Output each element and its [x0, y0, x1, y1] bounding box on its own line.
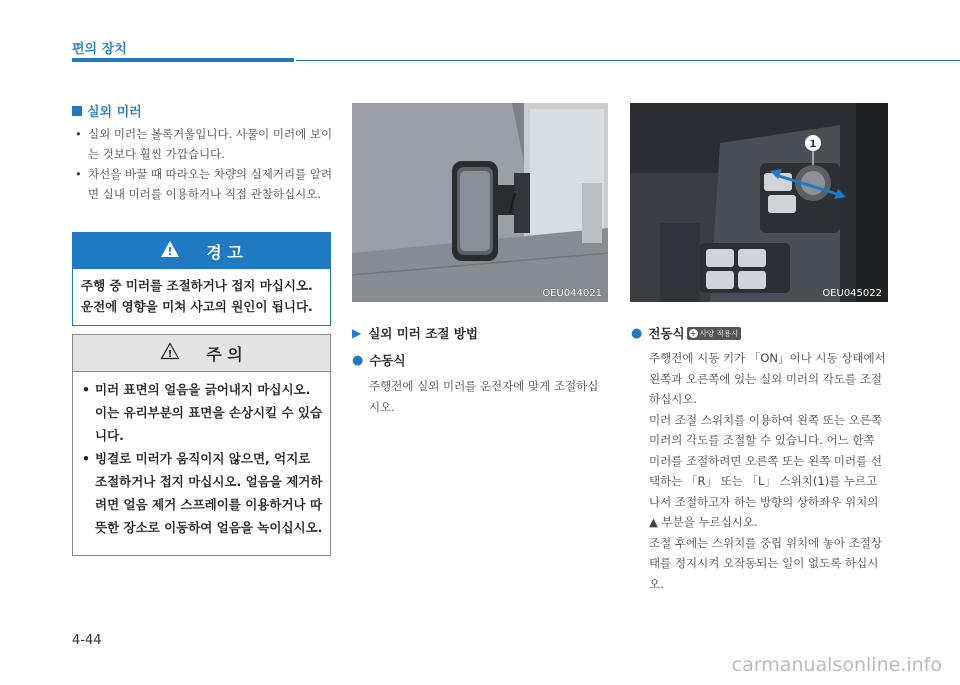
watermark: carmanualsonline.info	[731, 654, 942, 676]
header-rule	[296, 60, 960, 61]
adjust-method-title: 실외 미러 조절 방법	[368, 326, 478, 341]
warning-box	[72, 232, 331, 326]
warning-triangle-icon	[160, 240, 180, 262]
caution-item: • 빙결로 미러가 움직이지 않으면, 억지로 조절하거나 접지 마십시오. 얼음을 제거하려면 얼음 제거 스프레이를 이용하거나 따뜻한 장소로 이동하여 얼음을 녹이십시오.	[79, 447, 324, 539]
electric-paragraph: 주행전에 시동 키가 「ON」이나 시동 상태에서 왼쪽과 오른쪽에 있는 실외 미러의 각도를 조절하십시오.	[649, 351, 886, 406]
warning-text: 주행 중 미러를 조절하거나 접지 마십시오. 운전에 영향을 미쳐 사고의 원인이 됩니다.	[81, 278, 313, 314]
caution-heading: 주 의	[206, 344, 243, 364]
caution-list	[73, 372, 330, 539]
bullet-item: • 실외 미러는 볼록거울입니다. 사물이 미러에 보이는 것보다 훨씬 가깝습니다.	[72, 124, 342, 164]
header-rule-accent	[72, 58, 294, 62]
caution-triangle-icon	[160, 342, 180, 364]
adjust-method-heading	[352, 324, 478, 342]
section-bullets	[72, 124, 342, 204]
plus-icon: +	[689, 328, 697, 338]
caution-item: • 미러 표면의 얼음을 긁어내지 마십시오. 이는 유리부분의 표면을 손상시킬 수 있습니다.	[79, 378, 324, 447]
section-title-text: 실외 미러	[87, 105, 142, 120]
circle-bullet-icon: ●	[631, 325, 643, 341]
mirror-switch-photo	[630, 103, 888, 302]
image-code: OEU044021	[542, 288, 602, 299]
mirror-photo	[352, 103, 608, 302]
electric-title: 전동식	[648, 326, 685, 341]
square-bullet-icon	[72, 106, 82, 116]
mirror-switch-illustration	[630, 103, 888, 302]
exterior-mirror-illustration	[352, 103, 608, 302]
manual-title: 수동식	[369, 353, 406, 368]
electric-paragraph: 미러 조절 스위치를 이용하여 왼쪽 또는 오른쪽 미러의 각도를 조절할 수 있습니다. 어느 한쪽 미러를 조절하려면 오른쪽 또는 왼쪽 미러를 선택하는 「R」 또는 「L」 스위치(1)를 누르고 나서 조절하고자 하는 방향의 상하좌우 위치의 ▲ 부분을 누르십시오.	[649, 412, 883, 529]
electric-heading	[631, 324, 741, 342]
svg-text:!: !	[167, 245, 173, 258]
option-badge-label: 사양 적용시	[699, 328, 739, 338]
caution-header	[73, 335, 330, 372]
page-number: 4-44	[72, 633, 102, 648]
warning-header	[73, 233, 330, 269]
triangle-right-icon: ▶	[352, 326, 362, 340]
chapter-title: 편의 장치	[72, 42, 127, 57]
section-title	[72, 101, 142, 120]
circle-bullet-icon: ●	[352, 352, 364, 368]
callout-number: 1	[809, 139, 817, 150]
svg-text:!: !	[167, 349, 173, 360]
option-badge	[687, 327, 742, 340]
manual-heading	[352, 351, 406, 369]
warning-heading: 경 고	[206, 242, 243, 262]
electric-paragraph: 조절 후에는 스위치를 중립 위치에 놓아 조절상태를 정지시켜 오작동되는 일이 없도록 하십시오.	[649, 535, 883, 591]
image-code: OEU045022	[822, 288, 882, 299]
manual-text: 주행전에 실외 미러를 운전자에 맞게 조절하십시오.	[369, 379, 599, 414]
bullet-item: • 차선을 바꿀 때 따라오는 차량의 실제거리를 알려면 실내 미러를 이용하거나 직접 관찰하십시오.	[72, 164, 342, 204]
caution-box	[72, 334, 331, 556]
electric-text	[649, 348, 889, 594]
